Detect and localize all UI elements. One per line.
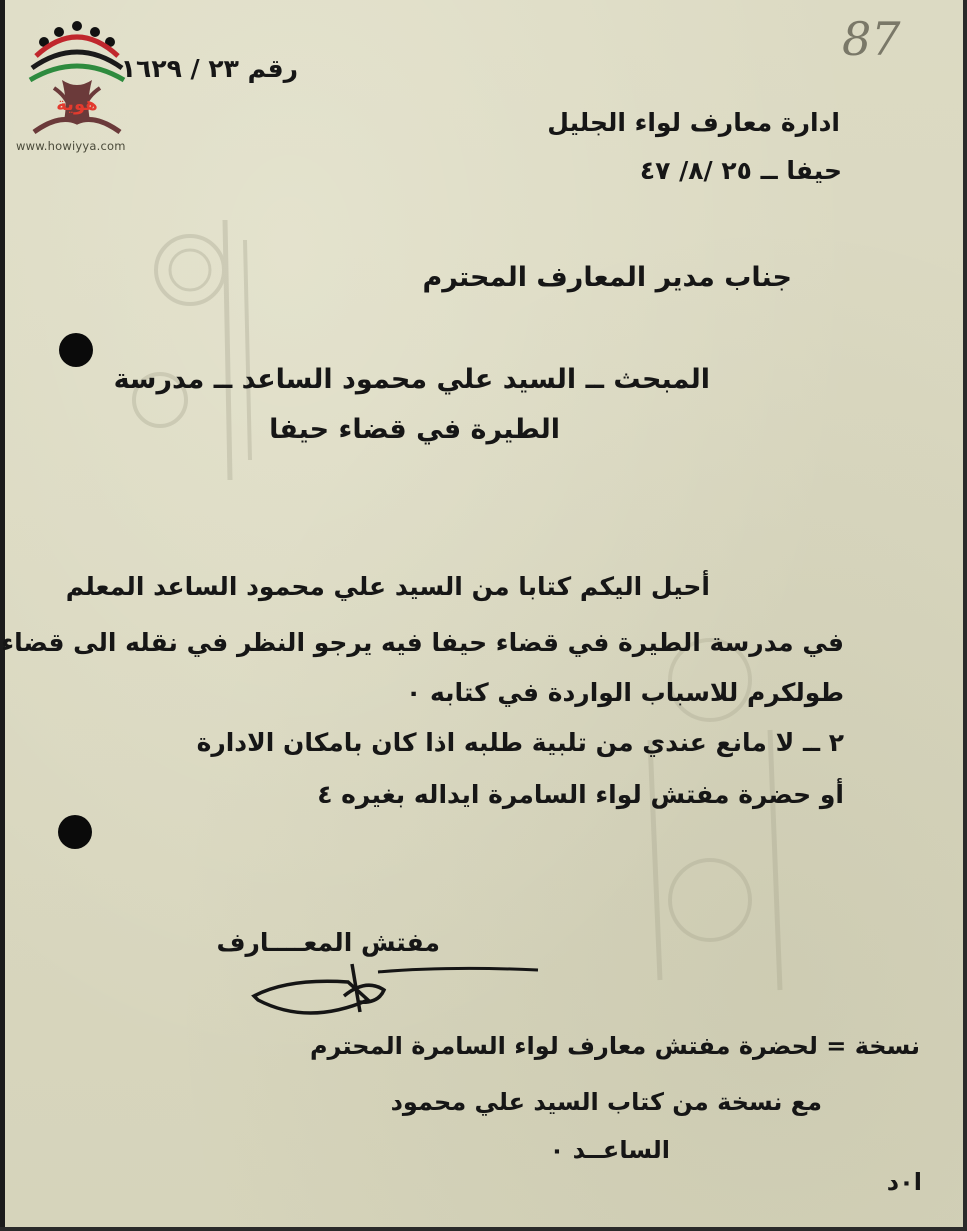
body-line-4: ٢ ــ لا مانع عندي من تلبية طلبه اذا كان بامكان الادارة bbox=[196, 728, 844, 757]
body-line-2: في مدرسة الطيرة في قضاء حيفا فيه يرجو النظر في نقله الى قضاء bbox=[1, 628, 844, 657]
punch-hole-bottom bbox=[58, 815, 92, 849]
svg-text:هوية: هوية bbox=[56, 94, 98, 115]
logo-website-url: www.howiyya.com bbox=[16, 139, 126, 153]
copy-line-1: نسخة = لحضرة مفتش معارف لواء السامرة المحترم bbox=[309, 1032, 920, 1060]
scan-border-bottom bbox=[0, 1227, 967, 1231]
place-and-date: حيفا ــ ٢٥ /٨/ ٤٧ bbox=[639, 156, 842, 185]
copy-line-2: مع نسخة من كتاب السيد علي محمود bbox=[390, 1088, 822, 1116]
handwritten-signature-icon bbox=[248, 956, 548, 1028]
scan-border-right bbox=[963, 0, 967, 1231]
body-line-5: أو حضرة مفتش لواء السامرة ايداله بغيره ٤ bbox=[317, 780, 844, 809]
reference-number: رقم ٢٣ / ١٦٢٩ bbox=[120, 54, 298, 83]
copy-line-3: الساعــد ٠ bbox=[549, 1136, 670, 1164]
body-line-1: أحيل اليكم كتابا من السيد علي محمود الساعد المعلم bbox=[65, 572, 710, 601]
watermark-stamp-icon bbox=[130, 200, 270, 500]
howiyya-logo-icon bbox=[14, 18, 140, 158]
watermark-stamp-icon-2 bbox=[620, 620, 800, 1000]
subject-line-1: المبحث ــ السيد علي محمود الساعد ــ مدرسة bbox=[113, 364, 710, 395]
footer-code: ا٠د bbox=[886, 1168, 922, 1196]
body-line-3: طولكرم للاسباب الواردة في كتابه ٠ bbox=[406, 678, 844, 707]
addressee-line: جناب مدير المعارف المحترم bbox=[422, 262, 792, 293]
subject-line-2: الطيرة في قضاء حيفا bbox=[269, 414, 560, 445]
scan-border-left bbox=[0, 0, 5, 1231]
office-name: ادارة معارف لواء الجليل bbox=[547, 108, 840, 137]
signature-title: مفتش المعــــارف bbox=[216, 928, 440, 957]
punch-hole-top bbox=[59, 333, 93, 367]
handwritten-page-number: 87 bbox=[842, 12, 901, 66]
